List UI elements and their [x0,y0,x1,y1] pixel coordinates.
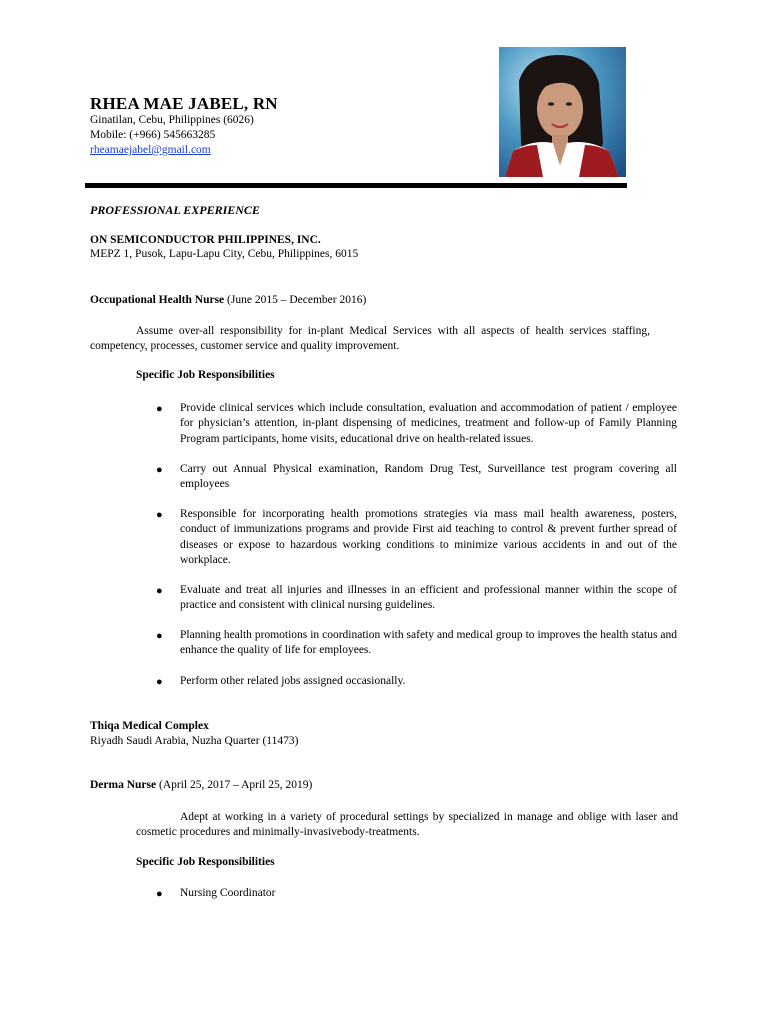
responsibility-item: Evaluate and treat all injuries and illnesses in an efficient and professional manner within the scope of practice and consistent with clinical nursing guidelines. [180,584,677,612]
job-summary [136,810,678,840]
profile-photo [499,47,626,177]
header-divider [85,183,627,188]
company-address: Riyadh Saudi Arabia, Nuzha Quarter (11473) [90,735,299,747]
job-role [90,779,312,791]
bullet-icon: ● [156,509,163,521]
responsibility-item: Planning health promotions in coordination with safety and medical group to improves the health status and enhance the quality of life for employees. [180,629,677,657]
responsibility-item: Perform other related jobs assigned occasionally. [180,675,406,687]
candidate-name: RHEA MAE JABEL, RN [90,94,278,113]
job-summary [90,324,650,354]
company-address: MEPZ 1, Pusok, Lapu-Lapu City, Cebu, Philippines, 6015 [90,248,359,260]
responsibility-item: Responsible for incorporating health promotions strategies via mass mail health awareness, posters, conduct of immunizations programs and provide First aid teaching to control & prevent further spread of diseases or expose to hazardous working conditions to minimize various accidents in and out of the workplace. [180,508,677,566]
responsibilities-title: Specific Job Responsibilities [136,369,275,381]
job-summary-text: Adept at working in a variety of procedural settings by specialized in manage and oblige with laser and cosmetic procedures and minimally-invasivebody-treatments. [136,811,678,838]
responsibilities-title: Specific Job Responsibilities [136,856,275,868]
responsibility-item: Provide clinical services which include consultation, evaluation and accommodation of patient / employee for physician’s attention, in-plant dispensing of medicines, treatment and follow-up of Family Planning Program participants, home visits, educational drive on health-related issues. [180,402,677,445]
email-link[interactable]: rheamaejabel@gmail.com [90,144,211,156]
job-summary-text: Assume over-all responsibility for in-plant Medical Services with all aspects of health services staffing, competency, processes, customer service and quality improvement. [90,325,650,352]
bullet-icon: ● [156,403,163,415]
mobile-line: Mobile: (+966) 545663285 [90,129,216,141]
bullet-icon: ● [156,888,163,900]
role-dates: (June 2015 – December 2016) [224,294,367,306]
job-role [90,294,366,306]
bullet-icon: ● [156,676,163,688]
company-name: Thiqa Medical Complex [90,720,209,732]
role-dates: (April 25, 2017 – April 25, 2019) [156,779,313,791]
company-name: ON SEMICONDUCTOR PHILIPPINES, INC. [90,234,321,246]
bullet-icon: ● [156,585,163,597]
section-title: PROFESSIONAL EXPERIENCE [90,203,260,217]
responsibility-item: Nursing Coordinator [180,887,276,899]
bullet-icon: ● [156,630,163,642]
role-title: Occupational Health Nurse [90,294,225,306]
role-title: Derma Nurse [90,779,157,791]
address-line: Ginatilan, Cebu, Philippines (6026) [90,114,254,126]
bullet-icon: ● [156,464,163,476]
responsibility-item: Carry out Annual Physical examination, Random Drug Test, Surveillance test program covering all employees [180,463,677,491]
